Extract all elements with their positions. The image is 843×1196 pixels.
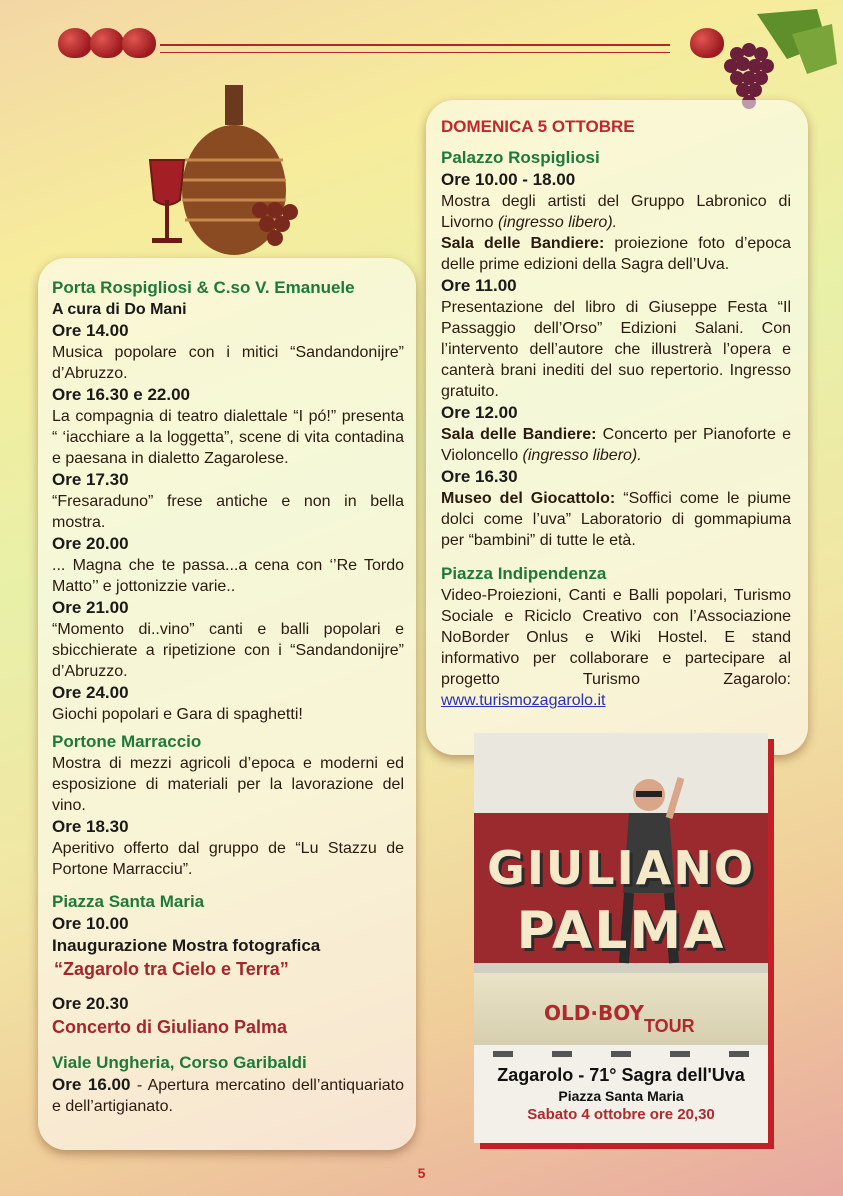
day-heading: DOMENICA 5 OTTOBRE — [441, 117, 635, 136]
event-description: Giochi popolari e Gara di spaghetti! — [52, 706, 303, 723]
event-time: Ore 20.00 — [52, 534, 129, 553]
event-text: Concerto per Pianoforte e Violoncello — [441, 426, 791, 464]
event-text: “Soffici come le piume dolci come l’uva” Laboratorio di gommapiuma per “bambini” di tutte le età. — [441, 490, 791, 549]
apple-decoration-3 — [122, 28, 156, 58]
room-label: Sala delle Bandiere: — [441, 426, 597, 443]
event-time: Ore 16.00 — [52, 1075, 131, 1094]
event-description: “Fresaraduno” frese antiche e non in bella mostra. — [52, 493, 404, 531]
event-text: proiezione foto d’epoca delle prime edizioni della Sagra dell’Uva. — [441, 235, 791, 273]
poster-event-line: Zagarolo - 71° Sagra dell'Uva — [497, 1065, 745, 1085]
santa-maria-section — [52, 891, 404, 1039]
porta-section — [52, 277, 404, 725]
header-rule-thin — [160, 52, 670, 53]
event-description: “Momento di..vino” canti e balli popolari e sbicchierate a ripetizione con i “Sandandonijre” d’Abruzzo. — [52, 621, 404, 680]
event-description: La compagnia di teatro dialettale “I pó!” presenta “ ‘iacchiare a la loggetta”, scene di vita contadina e paesana in dialetto Zagarolese. — [52, 408, 404, 467]
event-description — [441, 191, 791, 233]
event-time: Ore 20.30 — [52, 994, 129, 1013]
apple-decoration-1 — [58, 28, 92, 58]
venue-piazza-santa-maria: Piazza Santa Maria — [52, 892, 205, 911]
event-note: (ingresso libero). — [497, 214, 618, 231]
poster-tour: TOUR — [644, 1016, 695, 1036]
marraccio-section — [52, 731, 404, 880]
event-time: Ore 12.00 — [441, 403, 518, 422]
event-description: Aperitivo offerto dal gruppo de “Lu Stazzu de Portone Marracciu”. — [52, 840, 404, 878]
event-description — [441, 424, 791, 466]
exhibition-label: Inaugurazione Mostra fotografica — [52, 936, 321, 955]
venue-porta-rospigliosi: Porta Rospigliosi & C.so V. Emanuele — [52, 278, 355, 297]
event-time: Ore 16.30 — [441, 467, 518, 486]
event-text: - Apertura mercatino dell’antiquariato e dell’artigianato. — [52, 1077, 405, 1115]
sponsor-logos — [474, 1048, 768, 1060]
venue-portone-marraccio: Portone Marraccio — [52, 732, 202, 751]
curator-label: A cura di Do Mani — [52, 301, 187, 318]
event-description — [52, 1074, 404, 1117]
event-description: ... Magna che te passa...a cena con ‘’Re Tordo Matto’’ e jottonizzie varie.. — [52, 557, 404, 595]
event-description: Musica popolare con i mitici “Sandandonijre” d’Abruzzo. — [52, 344, 404, 382]
grapes-illustration — [697, 4, 837, 114]
event-time: Ore 10.00 - 18.00 — [441, 170, 576, 189]
sponsor-logo — [611, 1051, 631, 1057]
room-label: Museo del Giocattolo: — [441, 490, 616, 507]
exhibition-title: “Zagarolo tra Cielo e Terra” — [54, 959, 289, 979]
sponsor-logo — [670, 1051, 690, 1057]
event-description: Mostra di mezzi agricoli d’epoca e moderni ed esposizione di materiali per la lavorazione del vino. — [52, 755, 404, 814]
header-rule — [160, 44, 670, 46]
room-label: Sala delle Bandiere: — [441, 235, 605, 252]
event-time: Ore 14.00 — [52, 321, 129, 340]
venue-piazza-indipendenza: Piazza Indipendenza — [441, 564, 607, 583]
poster-footer — [474, 1063, 768, 1125]
event-description: Presentazione del libro di Giuseppe Festa “Il Passaggio dell’Orso” Edizioni Salani. Con l’intervento dell’autore che illustrerà l’opera e canterà brani inediti del suo repertorio. Ingresso gratuito. — [441, 299, 791, 400]
event-description — [441, 585, 791, 711]
event-time: Ore 11.00 — [441, 276, 517, 295]
event-note: (ingresso libero). — [522, 447, 642, 464]
venue-palazzo-rospigliosi: Palazzo Rospigliosi — [441, 148, 600, 167]
ungheria-section — [52, 1052, 404, 1117]
poster-title-palma: PALMA — [516, 901, 726, 961]
poster-date: Sabato 4 ottobre ore 20,30 — [527, 1106, 715, 1123]
concert-poster — [474, 733, 768, 1143]
sunday-section — [441, 116, 791, 711]
page-number: 5 — [417, 1165, 426, 1181]
sponsor-logo — [729, 1051, 749, 1057]
poster-oldboy: OLD·BOY — [544, 1001, 644, 1025]
event-description — [441, 233, 791, 275]
wine-bottle-illustration — [130, 80, 330, 260]
event-time: Ore 21.00 — [52, 598, 129, 617]
event-description — [441, 488, 791, 551]
event-time: Ore 24.00 — [52, 683, 129, 702]
event-time: Ore 10.00 — [52, 914, 129, 933]
website-link[interactable]: www.turismozagarolo.it — [441, 692, 606, 709]
poster-location: Piazza Santa Maria — [558, 1088, 684, 1104]
event-time: Ore 16.30 e 22.00 — [52, 385, 191, 404]
event-time: Ore 18.30 — [52, 817, 129, 836]
venue-viale-ungheria: Viale Ungheria, Corso Garibaldi — [52, 1053, 307, 1072]
event-time: Ore 17.30 — [52, 470, 129, 489]
event-text: Mostra degli artisti del Gruppo Labronico di Livorno — [441, 193, 791, 231]
poster-title-giuliano: GIULIANO — [487, 841, 755, 895]
sponsor-logo — [552, 1051, 572, 1057]
sponsor-logo — [493, 1051, 513, 1057]
apple-decoration-2 — [90, 28, 124, 58]
concert-title: Concerto di Giuliano Palma — [52, 1017, 288, 1037]
event-text: Video-Proiezioni, Canti e Balli popolari, Turismo Sociale e Riciclo Creativo con l’Associazione NoBorder Onlus e Wiki Hostel. E stand informativo per collaborare e partecipare al progetto Turismo Zagarolo: — [441, 587, 791, 688]
